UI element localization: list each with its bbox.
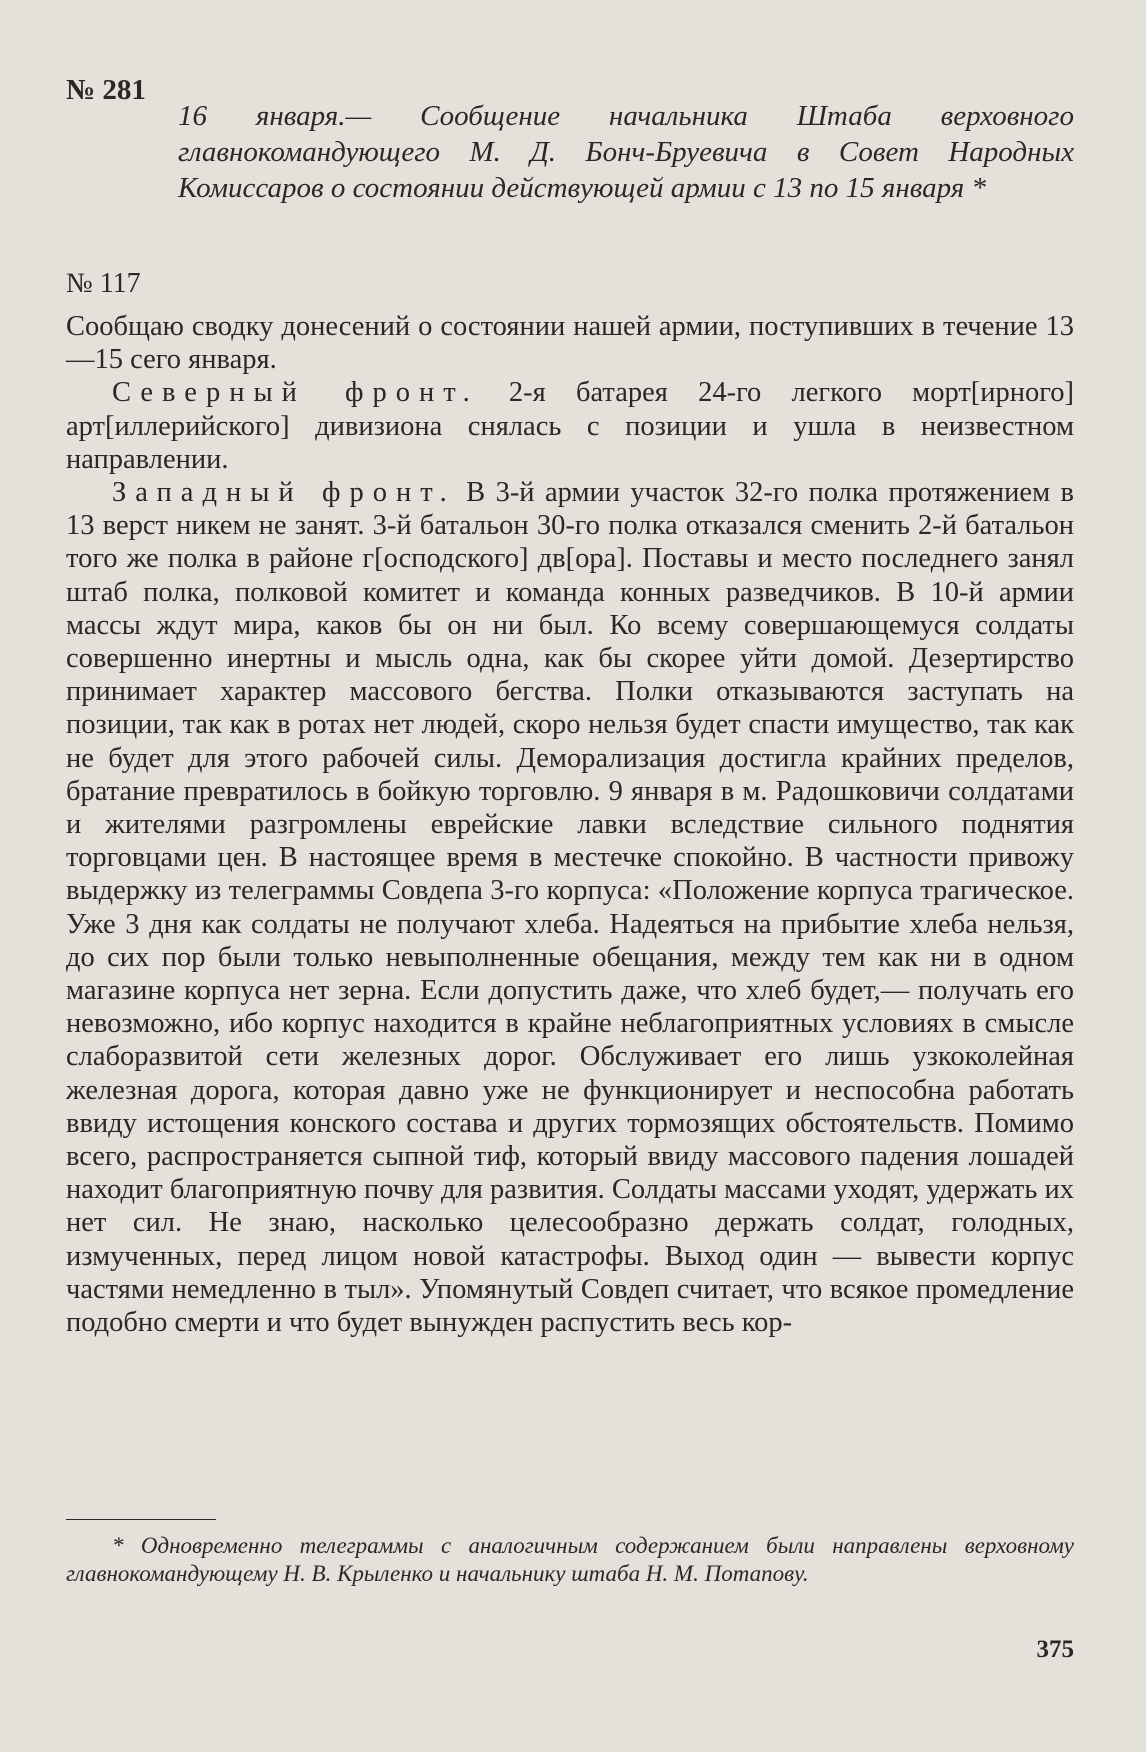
paragraph-text: Сообщаю сводку донесений о состоянии нашей армии, поступивших в течение 13—15 сего января. <box>66 311 1074 376</box>
document-heading: 16 января.— Сообщение начальника Штаба верховного главнокомандующего М. Д. Бонч-Бруевича в Совет Народных Комиссаров о состоянии действующей армии с 13 по 15 января * <box>178 100 1074 204</box>
paragraph-text: В 3-й армии участок 32-го полка протяжением в 13 верст никем не занят. 3-й батальон 30-го полка отказался сменить 2-й батальон того же полка в районе г[осподского] дв[ора]. Поставы и место последнего занял штаб полка, полковой комитет и команда конных разведчиков. В 10-й армии массы ждут мира, каков бы он ни был. Ко всему совершающемуся солдаты совершенно инертны и мысль одна, как бы скорее уйти домой. Дезертирство принимает характер массового бегства. Полки отказываются заступать на позиции, так как в ротах нет людей, скоро нельзя будет спасти имущество, так как не будет для этого рабочей силы. Деморализация достигла крайних пределов, братание превратилось в бойкую торговлю. 9 января в м. Радошковичи солдатами и жителями разгромлены еврейские лавки вследствие сильного поднятия торговцами цен. В настоящее время в местечке спокойно. В частности привожу выдержку из телеграммы Совдепа 3-го корпуса: «Положение корпуса трагическое. Уже 3 дня как солдаты не получают хлеба. Надеяться на прибытие хлеба нельзя, до сих пор были только невыполненные обещания, между тем как ни в одном магазине корпуса нет зерна. Если допустить даже, что хлеб будет,— получать его невозможно, ибо корпус находится в крайне неблагоприятных условиях в смысле слаборазвитой сети железных дорог. Обслуживает его лишь узкоколейная железная дорога, которая давно уже не функционирует и неспособна работать ввиду истощения конского состава и других тормозящих обстоятельств. Помимо всего, распространяется сыпной тиф, который ввиду массового падения лошадей находит благоприятную почву для развития. Солдаты массами уходят, удержать их нет сил. Не знаю, насколько целесообразно держать солдат, голодных, измученных, перед лицом новой катастрофы. Выход один — вывести корпус частями немедленно в тыл». Упомянутый Совдеп считает, что всякое промедление подобно смерти и что будет вынужден распустить весь кор- <box>66 477 1074 1339</box>
footnote: * Одновременно телеграммы с аналогичным содержанием были направлены верховному главнокомандующему Н. В. Крыленко и начальнику штаба Н. М. Потапову. <box>66 1533 1074 1586</box>
footnote-divider <box>66 1519 216 1520</box>
paragraph-intro <box>66 310 1074 376</box>
page-number: 375 <box>1036 1636 1074 1663</box>
section-lead: Северный фронт. <box>112 377 479 409</box>
body-text <box>66 310 1074 1339</box>
telegram-number: № 117 <box>66 268 141 299</box>
paragraph-text: 2-я батарея 24-го легкого морт[ирного] арт[иллерийского] дивизиона снялась с позиции и ушла в неизвестном направлении. <box>66 377 1074 475</box>
paragraph-northern-front <box>66 376 1074 476</box>
paragraph-western-front <box>66 476 1074 1339</box>
section-lead: Западный фронт. <box>112 477 456 509</box>
document-number: № 281 <box>66 74 146 106</box>
